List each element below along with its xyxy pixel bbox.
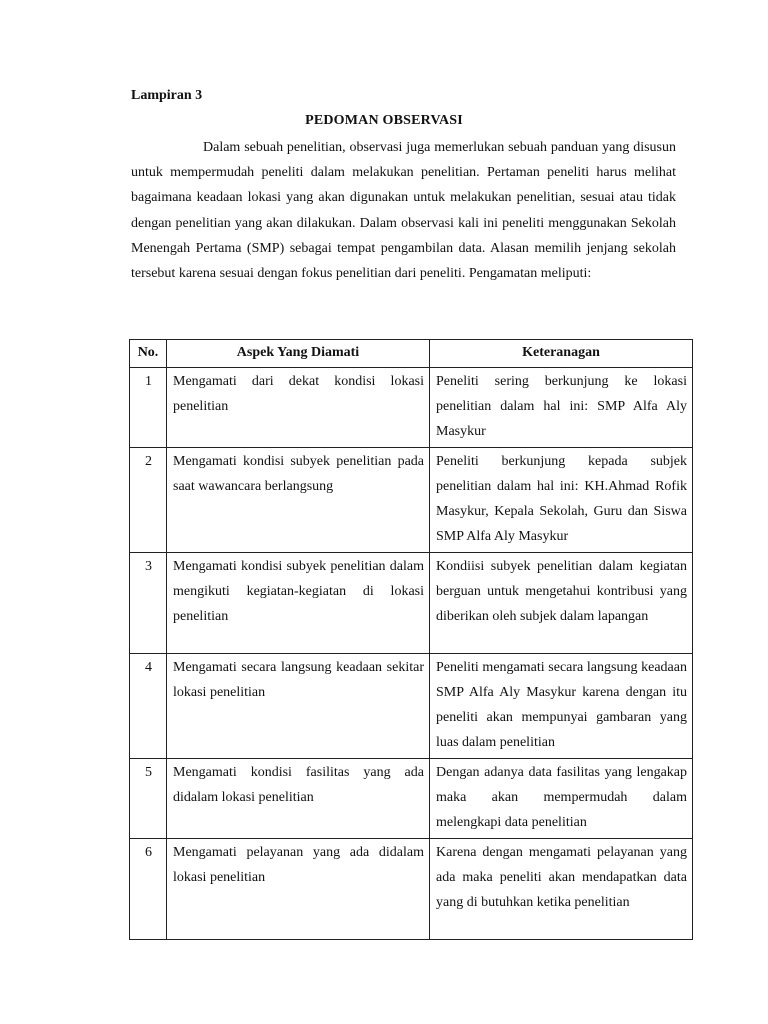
table-row [130,368,693,448]
row-aspek: Mengamati dari dekat kondisi lokasi penelitian [167,368,430,448]
column-header-no: No. [130,340,167,368]
table-row [130,448,693,553]
row-aspek: Mengamati kondisi fasilitas yang ada didalam lokasi penelitian [167,759,430,839]
row-number: 1 [130,368,167,448]
row-keterangan: Karena dengan mengamati pelayanan yang ada maka peneliti akan mendapatkan data yang di butuhkan ketika penelitian [430,839,693,940]
row-number: 2 [130,448,167,553]
row-keterangan: Dengan adanya data fasilitas yang lengakap maka akan mempermudah dalam melengkapi data penelitian [430,759,693,839]
row-number: 5 [130,759,167,839]
row-keterangan: Peneliti sering berkunjung ke lokasi penelitian dalam hal ini: SMP Alfa Aly Masykur [430,368,693,448]
row-aspek: Mengamati kondisi subyek penelitian pada saat wawancara berlangsung [167,448,430,553]
row-keterangan: Kondiisi subyek penelitian dalam kegiatan berguan untuk mengetahui kontribusi yang diberikan oleh subjek dalam lapangan [430,553,693,654]
column-header-aspek: Aspek Yang Diamati [167,340,430,368]
row-aspek: Mengamati pelayanan yang ada didalam lokasi penelitian [167,839,430,940]
row-keterangan: Peneliti berkunjung kepada subjek penelitian dalam hal ini: KH.Ahmad Rofik Masykur, Kepala Sekolah, Guru dan Siswa SMP Alfa Aly Masykur [430,448,693,553]
page-title: PEDOMAN OBSERVASI [305,113,463,128]
table-header-row [130,340,693,368]
row-number: 4 [130,654,167,759]
row-keterangan: Peneliti mengamati secara langsung keadaan SMP Alfa Aly Masykur karena dengan itu peneliti akan mempunyai gambaran yang luas dalam penelitian [430,654,693,759]
row-aspek: Mengamati kondisi subyek penelitian dalam mengikuti kegiatan-kegiatan di lokasi penelitian [167,553,430,654]
intro-paragraph: Dalam sebuah penelitian, observasi juga memerlukan sebuah panduan yang disusun untuk mempermudah peneliti dalam melakukan penelitian. Pertaman peneliti harus melihat bagaimana keadaan lokasi yang akan digunakan untuk melakukan penelitian, sesuai atau tidak dengan penelitian yang akan dilakukan. Dalam observasi kali ini peneliti menggunakan Sekolah Menengah Pertama (SMP) sebagai tempat pengambilan data. Alasan memilih jenjang sekolah tersebut karena sesuai dengan fokus penelitian dari peneliti. Pengamatan meliputi: [131,140,676,282]
column-header-keterangan: Keteranagan [430,340,693,368]
appendix-label: Lampiran 3 [131,88,203,103]
table-row [130,759,693,839]
table-row [130,839,693,940]
table-row [130,654,693,759]
row-number: 3 [130,553,167,654]
row-aspek: Mengamati secara langsung keadaan sekitar lokasi penelitian [167,654,430,759]
row-number: 6 [130,839,167,940]
table-row [130,553,693,654]
observation-table [129,339,693,940]
